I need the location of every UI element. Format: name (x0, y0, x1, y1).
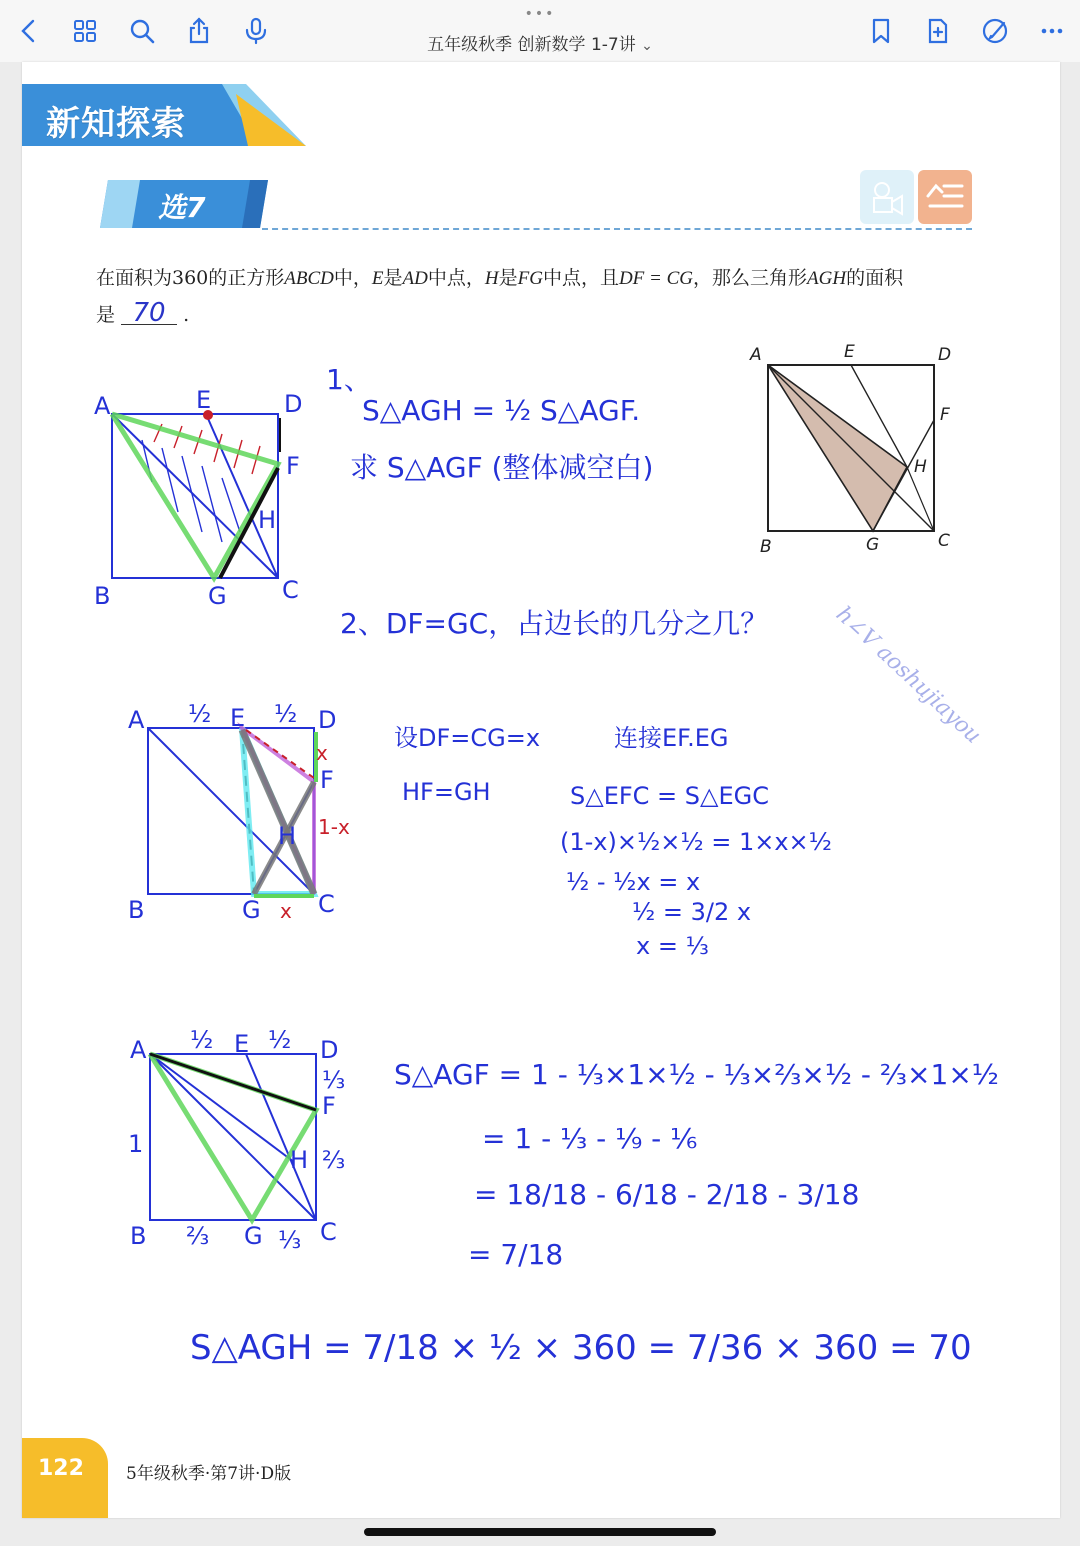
math-symbol: H (484, 268, 499, 289)
note-step2: 2、DF=GC，占边长的几分之几？ (340, 607, 769, 640)
sketch3-third-bottom: ⅓ (278, 1226, 302, 1254)
problem-tag-label: 选7 (158, 191, 206, 224)
sketch2-one-minus-x: 1-x (318, 815, 350, 839)
sketch2-half-2: ½ (274, 700, 298, 728)
footer-text: 5年级秋季·第7讲·D版 (126, 1464, 292, 1484)
note-step1-num: 1、 (326, 363, 372, 396)
page-number: 122 (38, 1456, 84, 1481)
sketch3-label-A: A (130, 1036, 147, 1064)
math-symbol: DF = CG (618, 268, 693, 289)
problem-text: 的面积 (846, 267, 904, 289)
label-A: A (750, 345, 762, 365)
sketch3-one-left: 1 (128, 1130, 144, 1158)
sketch3-two-thirds-right: ⅔ (322, 1146, 346, 1174)
document-title-text: 五年级秋季 创新数学 1-7讲 (427, 35, 636, 55)
problem-text: 中点， (427, 267, 485, 289)
sketch2-label-G: G (242, 896, 261, 924)
video-badge-icon[interactable] (860, 170, 914, 224)
math-symbol: AGH (807, 268, 847, 289)
note-sagf-3: = 18/18 - 6/18 - 2/18 - 3/18 (474, 1178, 860, 1211)
note-eq2: ½ - ½x = x (566, 868, 701, 896)
search-icon[interactable] (127, 16, 157, 46)
problem-statement (96, 260, 996, 333)
note-sagf-4: = 7/18 (468, 1238, 564, 1271)
watermark-text: h∠V aoshujiayou (830, 602, 986, 749)
sketch-2 (118, 698, 368, 928)
sketch3-label-F: F (322, 1092, 336, 1120)
problem-text: 是 (383, 267, 403, 289)
sketch1-label-H: H (258, 506, 277, 534)
note-sagf-2: = 1 - ⅓ - ⅑ - ⅙ (482, 1122, 698, 1155)
math-symbol: FG (517, 268, 543, 289)
sketch3-third-right: ⅓ (322, 1066, 346, 1094)
label-D: D (938, 345, 952, 365)
sketch-3 (118, 1022, 368, 1262)
note-sagf-1: S△AGF = 1 - ⅓×1×½ - ⅓×⅔×½ - ⅔×1×½ (394, 1058, 999, 1091)
note-let: 设DF=CG=x (394, 724, 541, 752)
note-eq4: x = ⅓ (636, 932, 709, 960)
sketch1-label-E: E (196, 386, 212, 414)
dashed-divider (262, 228, 972, 230)
sketch3-label-C: C (320, 1218, 337, 1246)
problem-text: 是 (498, 267, 518, 289)
sketch-1 (82, 382, 342, 612)
problem-text: ，那么三角形 (693, 267, 808, 289)
sketch2-label-C: C (318, 890, 335, 918)
problem-text: . (183, 304, 190, 326)
share-icon[interactable] (184, 16, 214, 46)
add-page-icon[interactable] (923, 16, 953, 46)
document-title[interactable] (340, 30, 740, 55)
sketch1-label-F: F (286, 452, 300, 480)
sketch2-label-H: H (278, 822, 297, 850)
problem-text: 中点，且 (542, 267, 619, 289)
note-eq1: (1-x)×½×½ = 1×x×½ (560, 828, 832, 856)
sketch3-label-E: E (234, 1030, 250, 1058)
sketch1-label-G: G (208, 582, 227, 610)
answer-blank[interactable]: 70 (121, 302, 177, 325)
sketch1-label-A: A (94, 392, 111, 420)
note-final: S△AGH = 7/18 × ½ × 360 = 7/36 × 360 = 70 (190, 1328, 972, 1368)
sketch2-half-1: ½ (188, 700, 212, 728)
pen-icon[interactable] (980, 16, 1010, 46)
math-symbol: E (371, 268, 384, 289)
section-banner-title: 新知探索 (46, 104, 186, 144)
mic-icon[interactable] (241, 16, 271, 46)
label-G: G (866, 535, 880, 555)
problem-text: 在面积为360的正方形 (96, 267, 285, 289)
back-icon[interactable] (14, 16, 44, 46)
sketch3-label-H: H (290, 1146, 309, 1174)
more-dots[interactable]: ••• (524, 6, 556, 22)
grid-icon[interactable] (70, 16, 100, 46)
home-indicator[interactable] (364, 1528, 716, 1536)
note-s-efc: S△EFC = S△EGC (570, 782, 769, 810)
sketch2-label-A: A (128, 706, 145, 734)
sketch1-label-C: C (282, 576, 299, 604)
sketch2-label-D: D (318, 706, 337, 734)
sketch3-label-D: D (320, 1036, 339, 1064)
math-symbol: AD (402, 268, 428, 289)
problem-text: 中， (333, 267, 372, 289)
sketch2-x-bottom: x (280, 899, 292, 923)
sketch1-label-D: D (284, 390, 303, 418)
document-page[interactable] (22, 62, 1060, 1518)
label-B: B (760, 537, 772, 557)
top-toolbar (0, 0, 1080, 62)
note-connect: 连接EF.EG (614, 724, 729, 752)
sketch3-half-1: ½ (190, 1026, 214, 1054)
chevron-down-icon: ⌄ (641, 38, 653, 54)
label-H: H (914, 457, 927, 477)
bookmark-icon[interactable] (866, 16, 896, 46)
note-hf-gh: HF=GH (402, 778, 491, 806)
note-step1-b: 求 S△AGF (整体减空白) (350, 451, 654, 484)
label-C: C (938, 531, 950, 551)
problem-text: 是 (96, 304, 116, 326)
printed-figure (744, 342, 994, 562)
sketch3-two-thirds-bottom: ⅔ (186, 1222, 210, 1250)
sketch1-label-B: B (94, 582, 111, 610)
note-step1-a: S△AGH = ½ S△AGF. (362, 394, 641, 427)
sketch3-half-2: ½ (268, 1026, 292, 1054)
note-eq3: ½ = 3/2 x (632, 898, 752, 926)
sketch2-label-E: E (230, 704, 246, 732)
label-F: F (940, 405, 950, 425)
math-symbol: ABCD (284, 268, 334, 289)
more-icon[interactable] (1037, 16, 1067, 46)
sketch3-label-G: G (244, 1222, 263, 1250)
label-E: E (844, 342, 855, 362)
sketch3-label-B: B (130, 1222, 147, 1250)
sketch2-label-B: B (128, 896, 145, 924)
sketch2-x-right: x (316, 741, 328, 765)
model-badge-icon[interactable] (918, 170, 972, 224)
sketch2-label-F: F (320, 766, 334, 794)
